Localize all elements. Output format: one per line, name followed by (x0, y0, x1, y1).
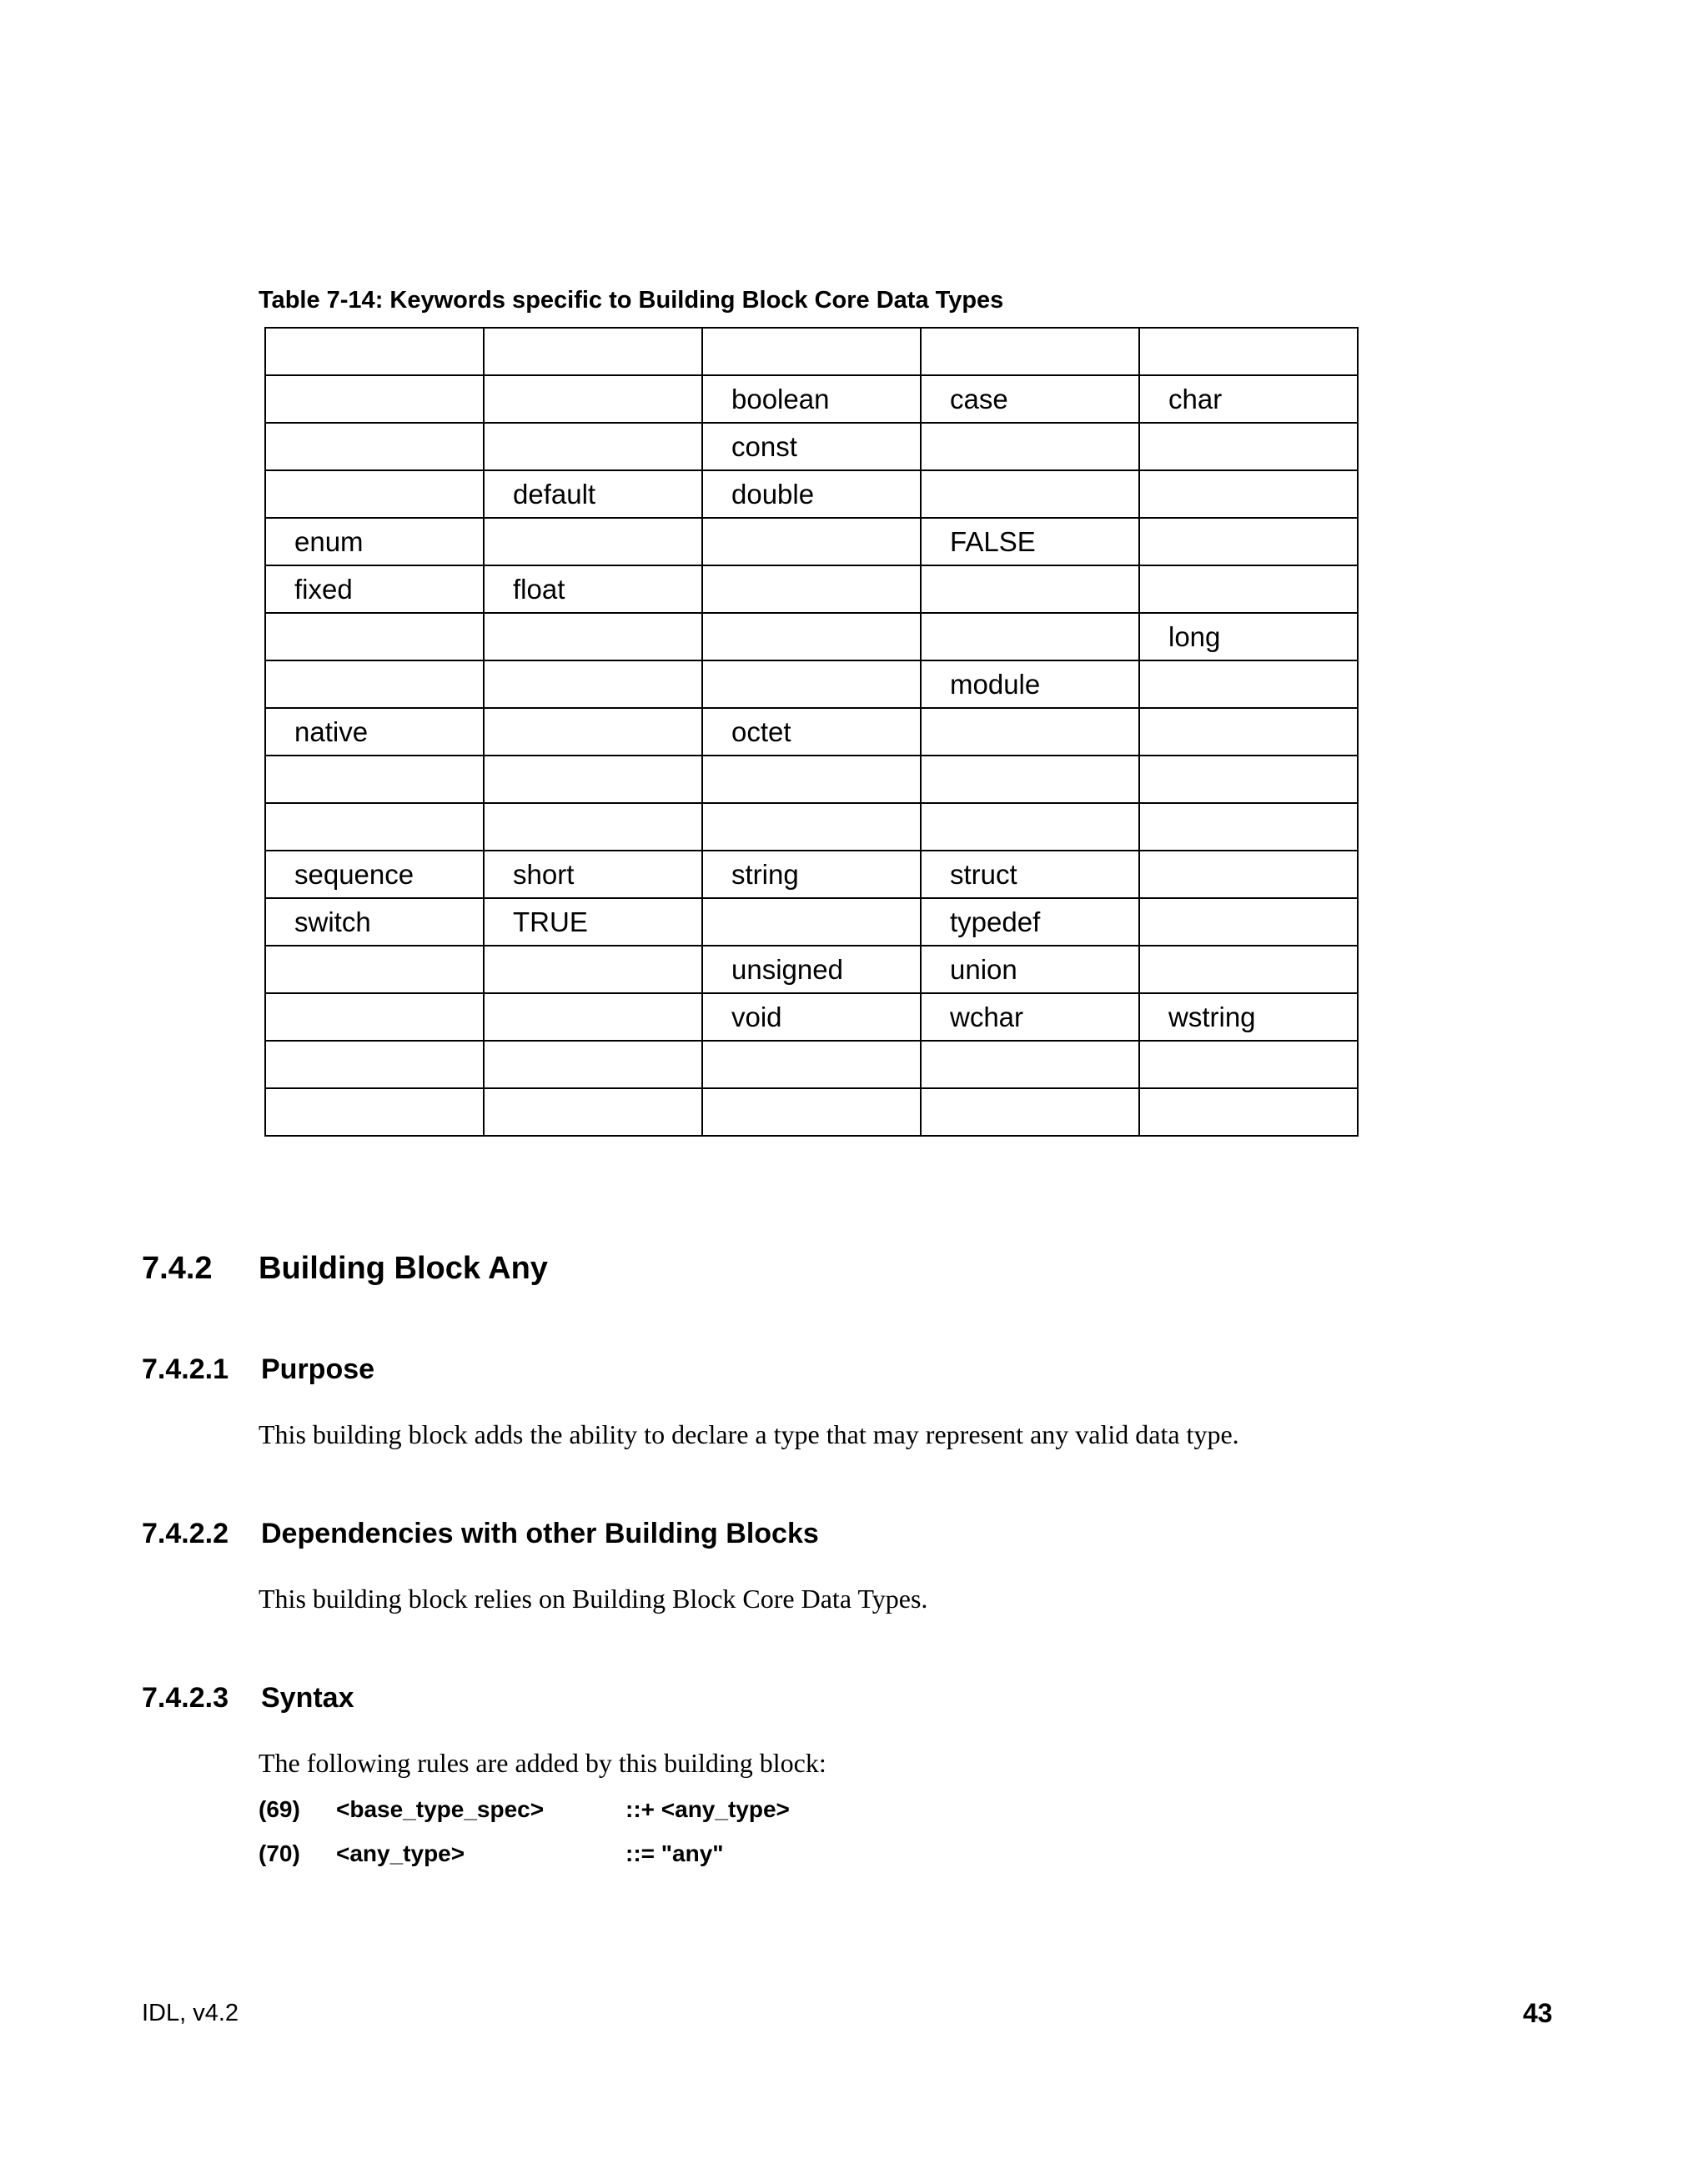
table-cell (484, 518, 702, 565)
table-cell: boolean (702, 375, 921, 423)
table-row (265, 708, 1358, 756)
table-cell (702, 803, 921, 851)
table-row (265, 1041, 1358, 1088)
grammar-rule (259, 1840, 724, 1867)
table-row (265, 470, 1358, 518)
table-cell (702, 328, 921, 375)
table-cell: float (484, 565, 702, 613)
table-row (265, 423, 1358, 470)
table-cell (702, 613, 921, 660)
subsection-heading-purpose (142, 1353, 374, 1386)
table-cell (702, 660, 921, 708)
table-cell (484, 756, 702, 803)
table-cell (265, 470, 484, 518)
table-cell (484, 803, 702, 851)
table-row (265, 946, 1358, 993)
table-cell (265, 946, 484, 993)
rule-name: <any_type> (336, 1840, 465, 1866)
footer-doc-label: IDL, v4.2 (142, 2000, 239, 2026)
table-cell (265, 1041, 484, 1088)
table-cell (265, 993, 484, 1041)
table-row (265, 328, 1358, 375)
table-row (265, 993, 1358, 1041)
table-row (265, 660, 1358, 708)
syntax-paragraph: The following rules are added by this building block: (259, 1748, 826, 1778)
subsection-heading-dependencies (142, 1518, 819, 1550)
table-row (265, 375, 1358, 423)
dependencies-paragraph: This building block relies on Building Block Core Data Types. (259, 1584, 928, 1614)
table-cell (1139, 1088, 1358, 1136)
subsection-number: 7.4.2.2 (142, 1518, 229, 1549)
table-cell (702, 518, 921, 565)
keyword-table-body (265, 328, 1358, 1136)
table-cell: string (702, 851, 921, 898)
table-cell: FALSE (921, 518, 1139, 565)
table-cell (265, 375, 484, 423)
table-cell (1139, 518, 1358, 565)
table-cell: default (484, 470, 702, 518)
table-cell: enum (265, 518, 484, 565)
subsection-number: 7.4.2.1 (142, 1353, 229, 1385)
table-cell (484, 423, 702, 470)
table-cell (484, 660, 702, 708)
table-cell (265, 756, 484, 803)
table-cell (921, 1041, 1139, 1088)
section-heading (142, 1251, 548, 1287)
subsection-number: 7.4.2.3 (142, 1682, 229, 1714)
table-cell (1139, 756, 1358, 803)
table-cell: TRUE (484, 898, 702, 946)
table-cell (702, 565, 921, 613)
page-number: 43 (1523, 1998, 1553, 2028)
purpose-paragraph: This building block adds the ability to declare a type that may represent any valid data type. (259, 1419, 1239, 1449)
rule-number: (69) (259, 1796, 300, 1822)
table-caption: Table 7-14: Keywords specific to Building Block Core Data Types (259, 287, 1004, 314)
table-cell (484, 993, 702, 1041)
table-cell: fixed (265, 565, 484, 613)
table-cell (1139, 708, 1358, 756)
table-cell (265, 423, 484, 470)
table-cell (265, 1088, 484, 1136)
table-cell (921, 708, 1139, 756)
table-cell: module (921, 660, 1139, 708)
table-cell (1139, 946, 1358, 993)
table-cell (921, 756, 1139, 803)
rule-name: <base_type_spec> (336, 1796, 545, 1822)
table-cell (1139, 898, 1358, 946)
table-cell (265, 613, 484, 660)
table-cell (484, 613, 702, 660)
table-row (265, 803, 1358, 851)
table-cell (1139, 470, 1358, 518)
table-cell (484, 328, 702, 375)
keyword-table (264, 327, 1359, 1137)
table-cell: typedef (921, 898, 1139, 946)
subsection-heading-syntax (142, 1682, 354, 1715)
table-row (265, 1088, 1358, 1136)
table-cell: native (265, 708, 484, 756)
subsection-title: Dependencies with other Building Blocks (261, 1518, 819, 1549)
table-cell (921, 565, 1139, 613)
table-cell (484, 1088, 702, 1136)
table-cell (702, 898, 921, 946)
section-title: Building Block Any (259, 1251, 548, 1286)
table-cell: wstring (1139, 993, 1358, 1041)
table-cell (921, 803, 1139, 851)
table-cell (484, 1041, 702, 1088)
table-cell: union (921, 946, 1139, 993)
table-cell: switch (265, 898, 484, 946)
grammar-rule (259, 1796, 790, 1823)
table-cell (921, 423, 1139, 470)
table-row (265, 565, 1358, 613)
table-cell (1139, 423, 1358, 470)
table-cell: case (921, 375, 1139, 423)
table-cell: char (1139, 375, 1358, 423)
table-cell: struct (921, 851, 1139, 898)
table-row (265, 898, 1358, 946)
table-cell (1139, 565, 1358, 613)
table-cell (1139, 328, 1358, 375)
table-cell (921, 328, 1139, 375)
table-cell: sequence (265, 851, 484, 898)
table-cell (484, 946, 702, 993)
table-cell (265, 803, 484, 851)
table-cell (702, 756, 921, 803)
table-cell: wchar (921, 993, 1139, 1041)
rule-definition: ::+ <any_type> (625, 1796, 790, 1822)
table-cell (484, 375, 702, 423)
section-number: 7.4.2 (142, 1251, 213, 1286)
subsection-title: Syntax (261, 1682, 354, 1714)
table-cell (921, 613, 1139, 660)
table-cell: const (702, 423, 921, 470)
table-row (265, 613, 1358, 660)
table-cell (1139, 803, 1358, 851)
table-row (265, 851, 1358, 898)
table-cell: long (1139, 613, 1358, 660)
table-cell: unsigned (702, 946, 921, 993)
table-cell (265, 660, 484, 708)
table-cell (1139, 660, 1358, 708)
rule-number: (70) (259, 1840, 300, 1866)
table-cell (265, 328, 484, 375)
table-cell (702, 1088, 921, 1136)
table-cell (921, 1088, 1139, 1136)
table-cell: short (484, 851, 702, 898)
table-row (265, 756, 1358, 803)
rule-definition: ::= "any" (625, 1840, 724, 1866)
table-cell: octet (702, 708, 921, 756)
table-cell (484, 708, 702, 756)
table-cell (1139, 851, 1358, 898)
table-cell (702, 1041, 921, 1088)
subsection-title: Purpose (261, 1353, 375, 1385)
table-row (265, 518, 1358, 565)
table-cell: void (702, 993, 921, 1041)
table-cell (1139, 1041, 1358, 1088)
table-cell: double (702, 470, 921, 518)
table-cell (921, 470, 1139, 518)
